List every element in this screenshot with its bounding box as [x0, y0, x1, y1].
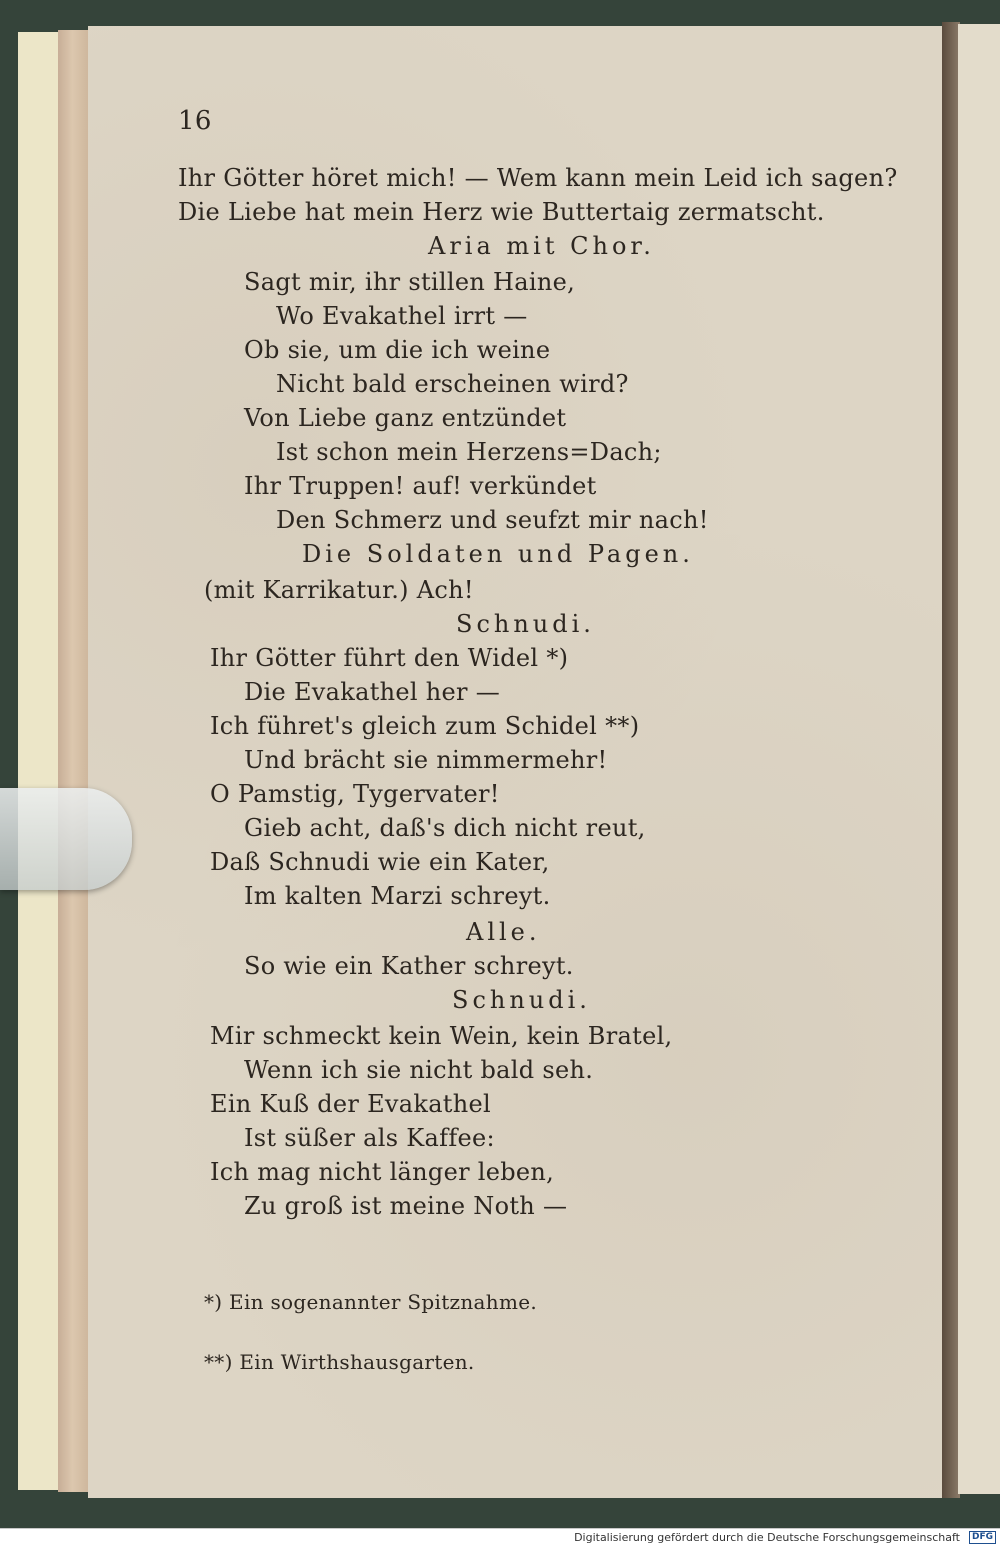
verse-line: Ihr Götter höret mich! — Wem kann mein Leid ich sagen?	[178, 164, 898, 192]
verse-line: Ist schon mein Herzens=Dach;	[276, 438, 662, 466]
stage-direction: (mit Karrikatur.) Ach!	[204, 576, 474, 604]
verse-line: Die Liebe hat mein Herz wie Buttertaig zermatscht.	[178, 198, 825, 226]
footer-credit: Digitalisierung gefördert durch die Deutsche Forschungsgemeinschaft	[574, 1531, 960, 1544]
verse-line: Ihr Götter führt den Widel *)	[210, 644, 569, 672]
speaker-heading: Die Soldaten und Pagen.	[302, 540, 694, 568]
verse-line: So wie ein Kather schreyt.	[244, 952, 574, 980]
verse-line: Und brächt sie nimmermehr!	[244, 746, 608, 774]
speaker-heading: Schnudi.	[456, 610, 595, 638]
verse-line: Die Evakathel her —	[244, 678, 501, 706]
verse-line: Von Liebe ganz entzündet	[244, 404, 567, 432]
verse-line: Ist süßer als Kaffee:	[244, 1124, 495, 1152]
verse-line: Ihr Truppen! auf! verkündet	[244, 472, 597, 500]
verse-line: Daß Schnudi wie ein Kater,	[210, 848, 550, 876]
verse-line: Zu groß ist meine Noth —	[244, 1192, 568, 1220]
verse-line: Mir schmeckt kein Wein, kein Bratel,	[210, 1022, 673, 1050]
verse-line: O Pamstig, Tygervater!	[210, 780, 500, 808]
verse-line: Sagt mir, ihr stillen Haine,	[244, 268, 576, 296]
verse-line: Ob sie, um die ich weine	[244, 336, 551, 364]
verse-line: Wo Evakathel irrt —	[276, 302, 528, 330]
digitization-footer	[0, 1528, 1000, 1546]
verse-line: Gieb acht, daß's dich nicht reut,	[244, 814, 646, 842]
verse-line: Nicht bald erscheinen wird?	[276, 370, 629, 398]
verse-line: Ich mag nicht länger leben,	[210, 1158, 555, 1186]
footnote: **) Ein Wirthshausgarten.	[204, 1350, 475, 1374]
speaker-heading: Alle.	[466, 918, 541, 946]
page-number: 16	[178, 106, 212, 136]
verse-line: Den Schmerz und seufzt mir nach!	[276, 506, 709, 534]
footnote: *) Ein sogenannter Spitznahme.	[204, 1290, 538, 1314]
verse-line: Wenn ich sie nicht bald seh.	[244, 1056, 594, 1084]
section-heading: Aria mit Chor.	[428, 232, 655, 260]
verse-line: Ich führet's gleich zum Schidel **)	[210, 712, 640, 740]
verse-line: Ein Kuß der Evakathel	[210, 1090, 491, 1118]
verse-line: Im kalten Marzi schreyt.	[244, 882, 551, 910]
dfg-logo: DFG	[969, 1531, 996, 1544]
speaker-heading: Schnudi.	[452, 986, 591, 1014]
